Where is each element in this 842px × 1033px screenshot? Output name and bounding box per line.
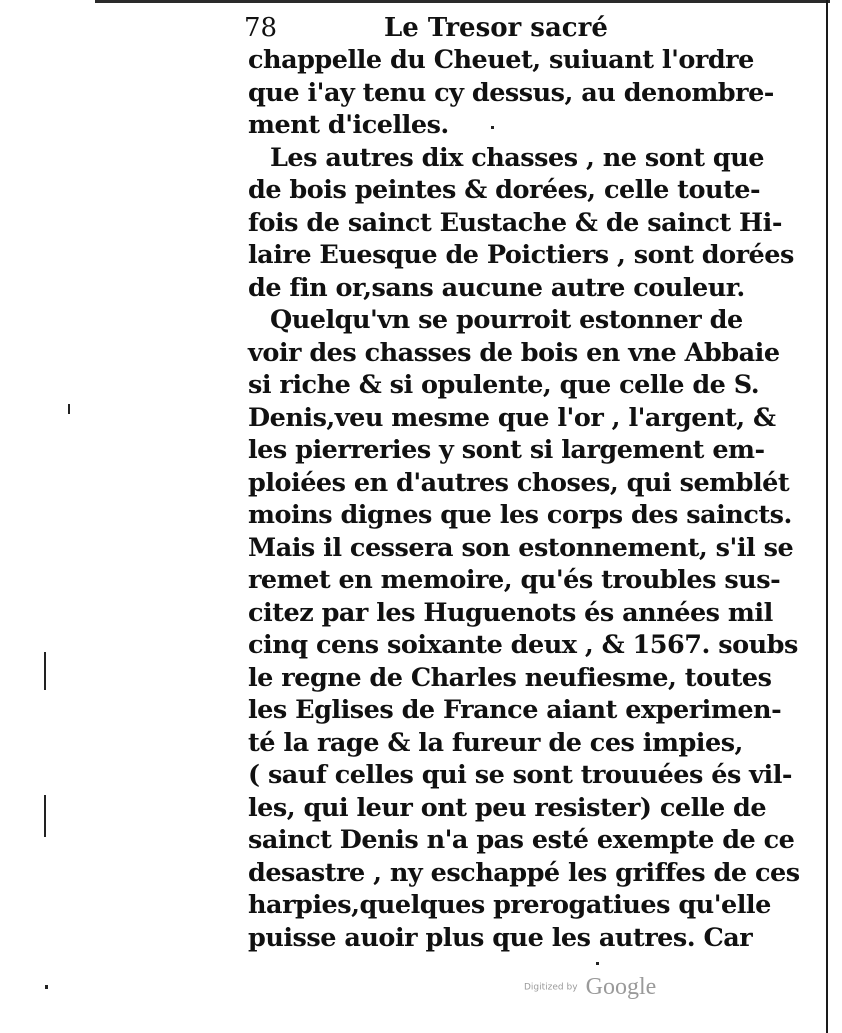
text-line: de bois peintes & dorées, celle toute- bbox=[248, 175, 761, 205]
text-line: le regne de Charles neufiesme, toutes bbox=[248, 662, 772, 693]
text-line: de fin or,sans aucune autre couleur. bbox=[248, 272, 745, 303]
text-line: moins dignes que les corps des saincts. bbox=[248, 500, 792, 530]
google-logo: Google bbox=[585, 974, 657, 1000]
page-right-edge bbox=[826, 0, 828, 1033]
text-line: voir des chasses de bois en vne Abbaie bbox=[248, 337, 780, 368]
running-head bbox=[244, 10, 744, 46]
text-line: si riche & si opulente, que celle de S. bbox=[248, 370, 760, 400]
text-line: puisse auoir plus que les autres. Car bbox=[248, 922, 753, 953]
text-line: que i'ay tenu cy dessus, au denombre- bbox=[248, 77, 774, 108]
scan-mark bbox=[68, 404, 70, 414]
page-number: 78 bbox=[244, 13, 278, 43]
paragraph-start-line: Les autres dix chasses , ne sont que bbox=[270, 142, 765, 173]
scan-mark bbox=[596, 962, 599, 965]
body-text bbox=[248, 44, 800, 954]
text-line: chappelle du Cheuet, suiuant l'ordre bbox=[248, 45, 754, 75]
page-top-edge bbox=[95, 0, 830, 3]
scan-mark bbox=[44, 795, 46, 837]
text-line: Denis,veu mesme que l'or , l'argent, & bbox=[248, 402, 776, 433]
text-line: desastre , ny eschappé les griffes de ces bbox=[248, 857, 800, 888]
running-title: Le Tresor sacré bbox=[384, 13, 608, 43]
text-line: les Eglises de France aiant experimen- bbox=[248, 695, 782, 725]
text-line: harpies,quelques prerogatiues qu'elle bbox=[248, 890, 771, 920]
text-line: sainct Denis n'a pas esté exempte de ce bbox=[248, 825, 795, 855]
text-line: citez par les Huguenots és années mil bbox=[248, 597, 773, 628]
text-line: Mais il cessera son estonnement, s'il se bbox=[248, 532, 794, 563]
text-line: ( sauf celles qui se sont trouuées és vil- bbox=[248, 760, 792, 790]
scan-mark bbox=[45, 985, 48, 989]
text-line: ploiées en d'autres choses, qui semblét bbox=[248, 467, 790, 498]
text-line: té la rage & la fureur de ces impies, bbox=[248, 727, 743, 758]
text-line: les, qui leur ont peu resister) celle de bbox=[248, 792, 767, 823]
scan-mark bbox=[44, 652, 46, 690]
watermark-prefix: Digitized by bbox=[524, 982, 578, 993]
scan-mark bbox=[491, 126, 494, 129]
text-line: ment d'icelles. bbox=[248, 110, 449, 140]
text-line: cinq cens soixante deux , & 1567. soubs bbox=[248, 630, 798, 660]
text-line: laire Euesque de Poictiers , sont dorées bbox=[248, 240, 794, 270]
digitized-by-google-watermark bbox=[524, 974, 656, 1004]
text-line: remet en memoire, qu'és troubles sus- bbox=[248, 565, 781, 595]
paragraph-start-line: Quelqu'vn se pourroit estonner de bbox=[270, 305, 743, 335]
text-line: fois de sainct Eustache & de sainct Hi- bbox=[248, 207, 782, 238]
text-line: les pierreries y sont si largement em- bbox=[248, 435, 765, 465]
